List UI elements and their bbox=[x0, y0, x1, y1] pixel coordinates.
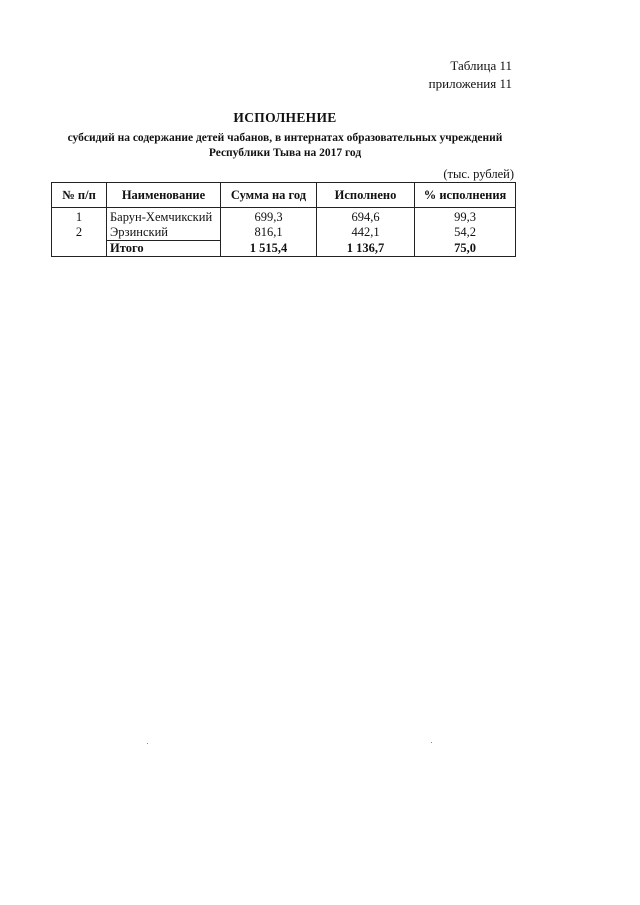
table-number: Таблица 11 bbox=[450, 58, 512, 73]
units-note: (тыс. рублей) bbox=[443, 167, 514, 181]
scan-speck bbox=[431, 742, 432, 743]
row-executed-cell: 442,1 bbox=[317, 225, 415, 241]
document-subtitle-line-2: Республики Тыва на 2017 год bbox=[208, 147, 362, 159]
column-header-name: Наименование bbox=[107, 183, 221, 208]
appendix-reference: приложения 11 bbox=[428, 76, 512, 91]
table-row bbox=[52, 208, 516, 226]
row-annual-cell: 816,1 bbox=[221, 225, 317, 241]
total-label-cell: Итого bbox=[107, 241, 221, 257]
table-row bbox=[52, 225, 516, 241]
execution-table bbox=[51, 182, 516, 257]
scan-speck bbox=[147, 743, 148, 744]
total-executed-cell: 1 136,7 bbox=[317, 241, 415, 257]
row-number-cell: 2 bbox=[52, 225, 107, 241]
total-row bbox=[52, 241, 516, 257]
document-title: ИСПОЛНЕНИЕ bbox=[233, 110, 337, 125]
total-annual-cell: 1 515,4 bbox=[221, 241, 317, 257]
row-name-cell: Барун-Хемчикский bbox=[107, 208, 221, 226]
column-header-number: № п/п bbox=[52, 183, 107, 208]
total-percent-cell: 75,0 bbox=[415, 241, 516, 257]
column-header-percent: % исполнения bbox=[415, 183, 516, 208]
row-number-cell: 1 bbox=[52, 208, 107, 226]
row-percent-cell: 99,3 bbox=[415, 208, 516, 226]
row-annual-cell: 699,3 bbox=[221, 208, 317, 226]
row-executed-cell: 694,6 bbox=[317, 208, 415, 226]
row-name-cell: Эрзинский bbox=[107, 225, 221, 241]
table-header-row bbox=[52, 183, 516, 208]
row-percent-cell: 54,2 bbox=[415, 225, 516, 241]
column-header-executed: Исполнено bbox=[317, 183, 415, 208]
column-header-annual-sum: Сумма на год bbox=[221, 183, 317, 208]
total-number-cell bbox=[52, 241, 107, 257]
document-subtitle-line-1: субсидий на содержание детей чабанов, в интернатах образовательных учреждений bbox=[67, 132, 503, 144]
